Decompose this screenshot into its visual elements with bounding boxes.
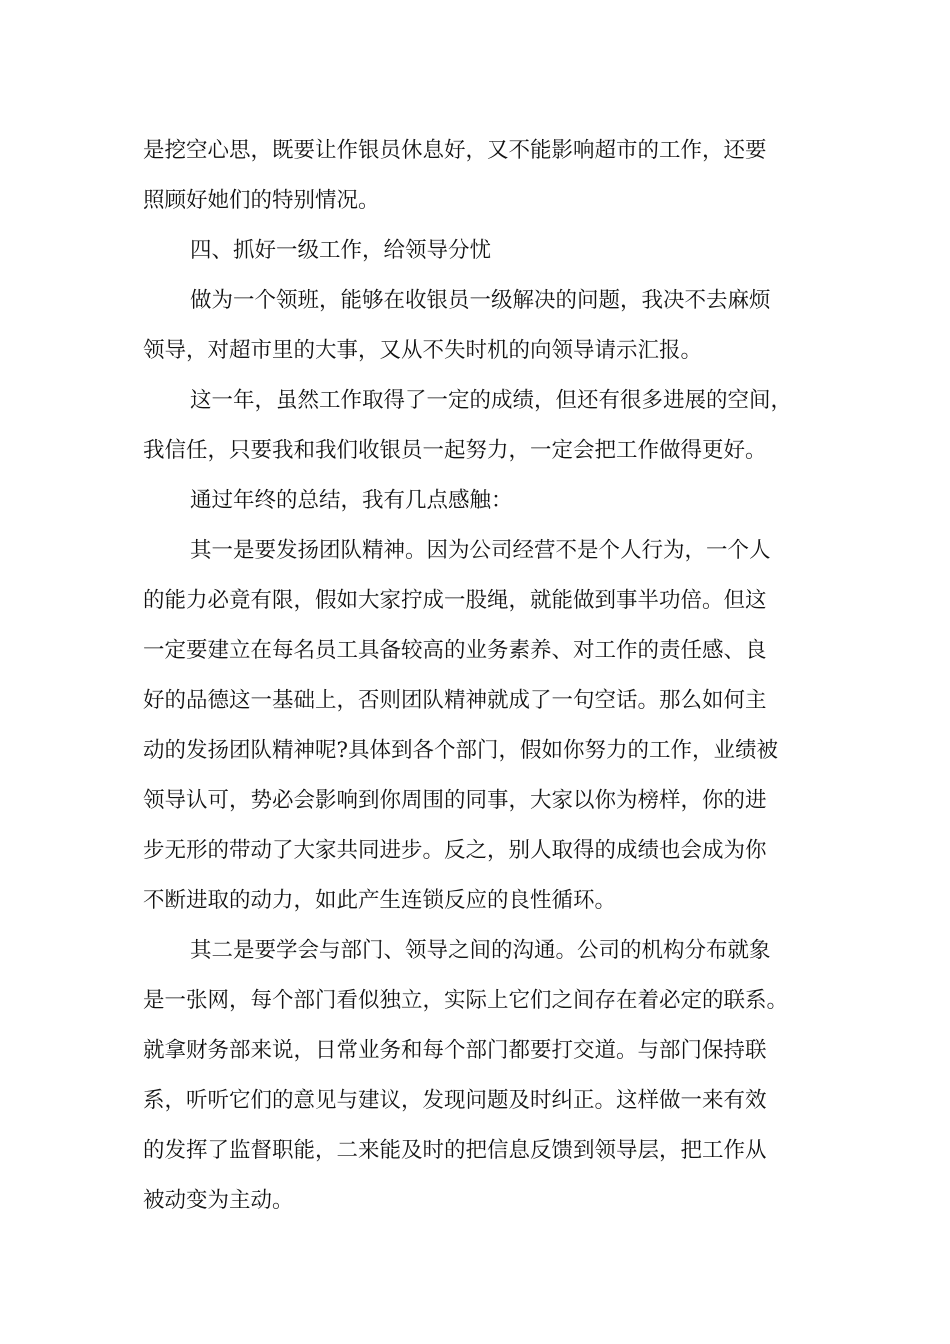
text-line: 是挖空心思，既要让作银员休息好，又不能影响超市的工作，还要: [143, 138, 767, 163]
section-heading: 四、抓好一级工作，给领导分忧: [190, 238, 492, 263]
text-line: 步无形的带动了大家共同进步。反之，别人取得的成绩也会成为你: [143, 838, 767, 863]
text-line: 系，听听它们的意见与建议，发现问题及时纠正。这样做一来有效: [143, 1088, 767, 1113]
text-line: 照顾好她们的特别情况。: [143, 188, 380, 213]
text-line: 被动变为主动。: [143, 1188, 294, 1213]
text-line: 的能力必竟有限，假如大家拧成一股绳，就能做到事半功倍。但这: [143, 588, 767, 613]
text-line: 其二是要学会与部门、领导之间的沟通。公司的机构分布就象: [190, 938, 771, 963]
text-line: 领导认可，势必会影响到你周围的同事，大家以你为榜样，你的进: [143, 788, 767, 813]
text-line: 动的发扬团队精神呢?具体到各个部门，假如你努力的工作，业绩被: [143, 738, 779, 763]
text-line: 通过年终的总结，我有几点感触：: [190, 488, 513, 513]
text-line: 领导，对超市里的大事，又从不失时机的向领导请示汇报。: [143, 338, 703, 363]
text-line: 的发挥了监督职能，二来能及时的把信息反馈到领导层，把工作从: [143, 1138, 767, 1163]
text-line: 就拿财务部来说，日常业务和每个部门都要打交道。与部门保持联: [143, 1038, 767, 1063]
text-line: 我信任，只要我和我们收银员一起努力，一定会把工作做得更好。: [143, 438, 767, 463]
text-line: 是一张网，每个部门看似独立，实际上它们之间存在着必定的联系。: [143, 988, 789, 1013]
text-line: 好的品德这一基础上，否则团队精神就成了一句空话。那么如何主: [143, 688, 767, 713]
text-line: 不断进取的动力，如此产生连锁反应的良性循环。: [143, 888, 617, 913]
text-line: 做为一个领班，能够在收银员一级解决的问题，我决不去麻烦: [190, 288, 771, 313]
text-line: 这一年，虽然工作取得了一定的成绩，但还有很多进展的空间，: [190, 388, 793, 413]
text-line: 一定要建立在每名员工具备较高的业务素养、对工作的责任感、良: [143, 638, 767, 663]
text-line: 其一是要发扬团队精神。因为公司经营不是个人行为，一个人: [190, 538, 771, 563]
